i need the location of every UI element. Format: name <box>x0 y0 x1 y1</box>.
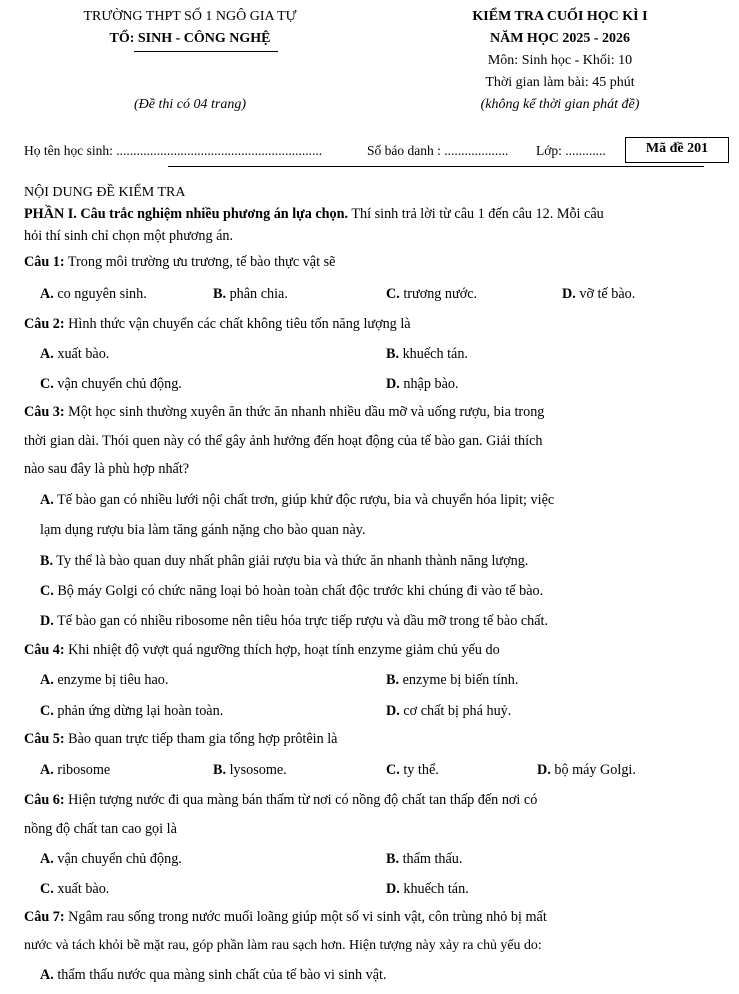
question-number: Câu 5: <box>24 731 65 747</box>
question-text: Hiện tượng nước đi qua màng bán thấm từ nơi có nồng độ chất tan thấp đến nơi có <box>64 792 538 808</box>
option-label: B. <box>386 851 400 867</box>
part1-desc: Thí sinh trả lời từ câu 1 đến câu 12. Mỗi câu <box>348 206 604 222</box>
question-6 <box>24 792 537 809</box>
option-label: A. <box>40 967 54 983</box>
option-label: D. <box>537 762 551 778</box>
question-4 <box>24 642 500 659</box>
option-b[interactable] <box>40 553 528 570</box>
duration-note: (không kể thời gian phát đề) <box>480 97 640 112</box>
option-label: A. <box>40 672 54 688</box>
option-label: A. <box>40 492 54 508</box>
question-number: Câu 2: <box>24 316 65 332</box>
option-text: vỡ tế bào. <box>575 286 636 302</box>
content-heading: NỘI DUNG ĐỀ KIỂM TRA <box>24 185 186 200</box>
option-text: Tế bào gan có nhiều ribosome nên tiêu hóa trực tiếp rượu và dầu mỡ trong tế bào chất. <box>53 613 549 629</box>
question-text-line: nồng độ chất tan cao gọi là <box>24 821 177 837</box>
question-text: Một học sinh thường xuyên ăn thức ăn nhanh nhiều dầu mỡ và uống rượu, bia trong <box>64 404 545 420</box>
question-2 <box>24 316 411 333</box>
option-c[interactable] <box>40 583 543 600</box>
option-label: B. <box>213 762 227 778</box>
school-year: NĂM HỌC 2025 - 2026 <box>490 31 630 46</box>
exam-title: KIỂM TRA CUỐI HỌC KÌ I <box>472 9 648 24</box>
option-text: thẩm thấu. <box>399 851 463 867</box>
question-number: Câu 6: <box>24 792 65 808</box>
option-label: C. <box>40 703 54 719</box>
option-c[interactable] <box>40 881 109 898</box>
option-text: khuếch tán. <box>399 346 468 362</box>
option-text: cơ chất bị phá huỷ. <box>399 703 512 719</box>
option-text: Bộ máy Golgi có chức năng loại bỏ hoàn toàn chất độc trước khi chúng đi vào tế bào. <box>53 583 544 599</box>
option-text: phản ứng dừng lại hoàn toàn. <box>53 703 224 719</box>
option-a[interactable] <box>40 762 110 779</box>
option-label: A. <box>40 346 54 362</box>
option-label: C. <box>40 881 54 897</box>
option-label: D. <box>386 703 400 719</box>
option-a-continued[interactable]: lạm dụng rượu bia làm tăng gánh nặng cho bào quan này. <box>40 522 366 538</box>
option-b[interactable] <box>386 346 468 363</box>
part1-desc-line2: hỏi thí sinh chỉ chọn một phương án. <box>24 228 234 244</box>
option-text: trương nước. <box>399 286 478 302</box>
option-a[interactable] <box>40 851 182 868</box>
option-c[interactable] <box>40 703 223 720</box>
class-field: Lớp: ............ <box>536 143 606 158</box>
option-a[interactable] <box>40 346 109 363</box>
option-text: lysosome. <box>226 762 287 778</box>
option-label: B. <box>213 286 227 302</box>
option-label: C. <box>386 762 400 778</box>
option-a[interactable] <box>40 286 147 303</box>
option-label: A. <box>40 851 54 867</box>
option-text: vận chuyển chủ động. <box>53 851 182 867</box>
option-d[interactable] <box>40 613 548 630</box>
option-b[interactable] <box>213 762 287 779</box>
option-text: co nguyên sinh. <box>53 286 147 302</box>
question-number: Câu 4: <box>24 642 65 658</box>
option-text: enzyme bị tiêu hao. <box>53 672 169 688</box>
exam-code-box: Mã đề 201 <box>625 137 729 163</box>
option-label: C. <box>40 583 54 599</box>
option-d[interactable] <box>386 881 469 898</box>
option-text: ribosome <box>53 762 111 778</box>
department-label: TỔ: SINH - CÔNG NGHỆ <box>109 31 271 46</box>
question-3 <box>24 404 544 421</box>
question-text-line: nước và tách khỏi bề mặt rau, góp phần làm rau sạch hơn. Hiện tượng này xảy ra chủ yếu do: <box>24 938 542 953</box>
option-text: xuất bào. <box>53 346 110 362</box>
option-label: D. <box>386 376 400 392</box>
option-label: D. <box>562 286 576 302</box>
option-d[interactable] <box>386 376 459 393</box>
option-text: Ty thể là bào quan duy nhất phân giải rượu bia và thức ăn nhanh thành năng lượng. <box>53 553 529 569</box>
option-label: B. <box>386 346 400 362</box>
option-b[interactable] <box>386 851 462 868</box>
option-c[interactable] <box>386 762 439 779</box>
option-a[interactable] <box>40 967 387 984</box>
question-1 <box>24 254 335 271</box>
header-divider <box>168 166 704 167</box>
option-b[interactable] <box>386 672 518 689</box>
option-b[interactable] <box>213 286 288 303</box>
option-text: khuếch tán. <box>399 881 469 897</box>
part1-title: PHẦN I. Câu trắc nghiệm nhiều phương án lựa chọn. <box>24 206 349 222</box>
option-text: vận chuyển chủ động. <box>53 376 182 392</box>
option-text: bộ máy Golgi. <box>550 762 636 778</box>
pages-note: (Đề thi có 04 trang) <box>134 97 246 112</box>
option-text: Tế bào gan có nhiều lưới nội chất trơn, giúp khử độc rượu, bia và chuyển hóa lipit; việc <box>53 492 555 508</box>
question-5 <box>24 731 337 748</box>
department-underline <box>134 51 278 52</box>
student-name-field: Họ tên học sinh: ............................................................. <box>24 143 323 158</box>
option-text: phân chia. <box>226 286 288 302</box>
option-d[interactable] <box>562 286 635 303</box>
option-text: ty thể. <box>399 762 439 778</box>
option-text: nhập bào. <box>399 376 459 392</box>
school-name: TRƯỜNG THPT SỐ 1 NGÔ GIA TỰ <box>83 9 297 24</box>
option-c[interactable] <box>386 286 477 303</box>
option-d[interactable] <box>386 703 511 720</box>
duration-line: Thời gian làm bài: 45 phút <box>485 75 635 90</box>
option-label: A. <box>40 286 54 302</box>
option-d[interactable] <box>537 762 636 779</box>
option-label: B. <box>386 672 400 688</box>
option-label: D. <box>40 613 54 629</box>
department-name <box>40 31 340 47</box>
subject-line: Môn: Sinh học - Khối: 10 <box>487 53 633 68</box>
option-text: xuất bào. <box>53 881 110 897</box>
question-7 <box>24 909 547 926</box>
option-text: enzyme bị biến tính. <box>399 672 519 688</box>
option-label: C. <box>40 376 54 392</box>
option-c[interactable] <box>40 376 182 393</box>
option-label: D. <box>386 881 400 897</box>
question-number: Câu 1: <box>24 254 65 270</box>
option-label: C. <box>386 286 400 302</box>
option-label: A. <box>40 762 54 778</box>
part1-intro <box>24 206 604 223</box>
question-number: Câu 3: <box>24 404 65 420</box>
option-a[interactable] <box>40 672 168 689</box>
question-text: Bào quan trực tiếp tham gia tổng hợp prôtêin là <box>64 731 338 747</box>
question-text: Hình thức vận chuyển các chất không tiêu tốn năng lượng là <box>64 316 411 332</box>
option-text: thẩm thấu nước qua màng sinh chất của tế bào vi sinh vật. <box>53 967 387 983</box>
question-text-line: thời gian dài. Thói quen này có thể gây ảnh hưởng đến hoạt động của tế bào gan. Giải thích <box>24 433 543 449</box>
option-a[interactable] <box>40 492 554 509</box>
question-text-line: nào sau đây là phù hợp nhất? <box>24 461 190 477</box>
question-text: Khi nhiệt độ vượt quá ngưỡng thích hợp, hoạt tính enzyme giảm chủ yếu do <box>64 642 500 658</box>
option-label: B. <box>40 553 54 569</box>
student-id-field: Số báo danh : ................... <box>367 143 509 158</box>
question-text: Ngâm rau sống trong nước muối loãng giúp một số vi sinh vật, côn trùng nhỏ bị mất <box>64 909 547 925</box>
question-text: Trong môi trường ưu trương, tế bào thực vật sẽ <box>64 254 336 270</box>
question-number: Câu 7: <box>24 909 65 925</box>
